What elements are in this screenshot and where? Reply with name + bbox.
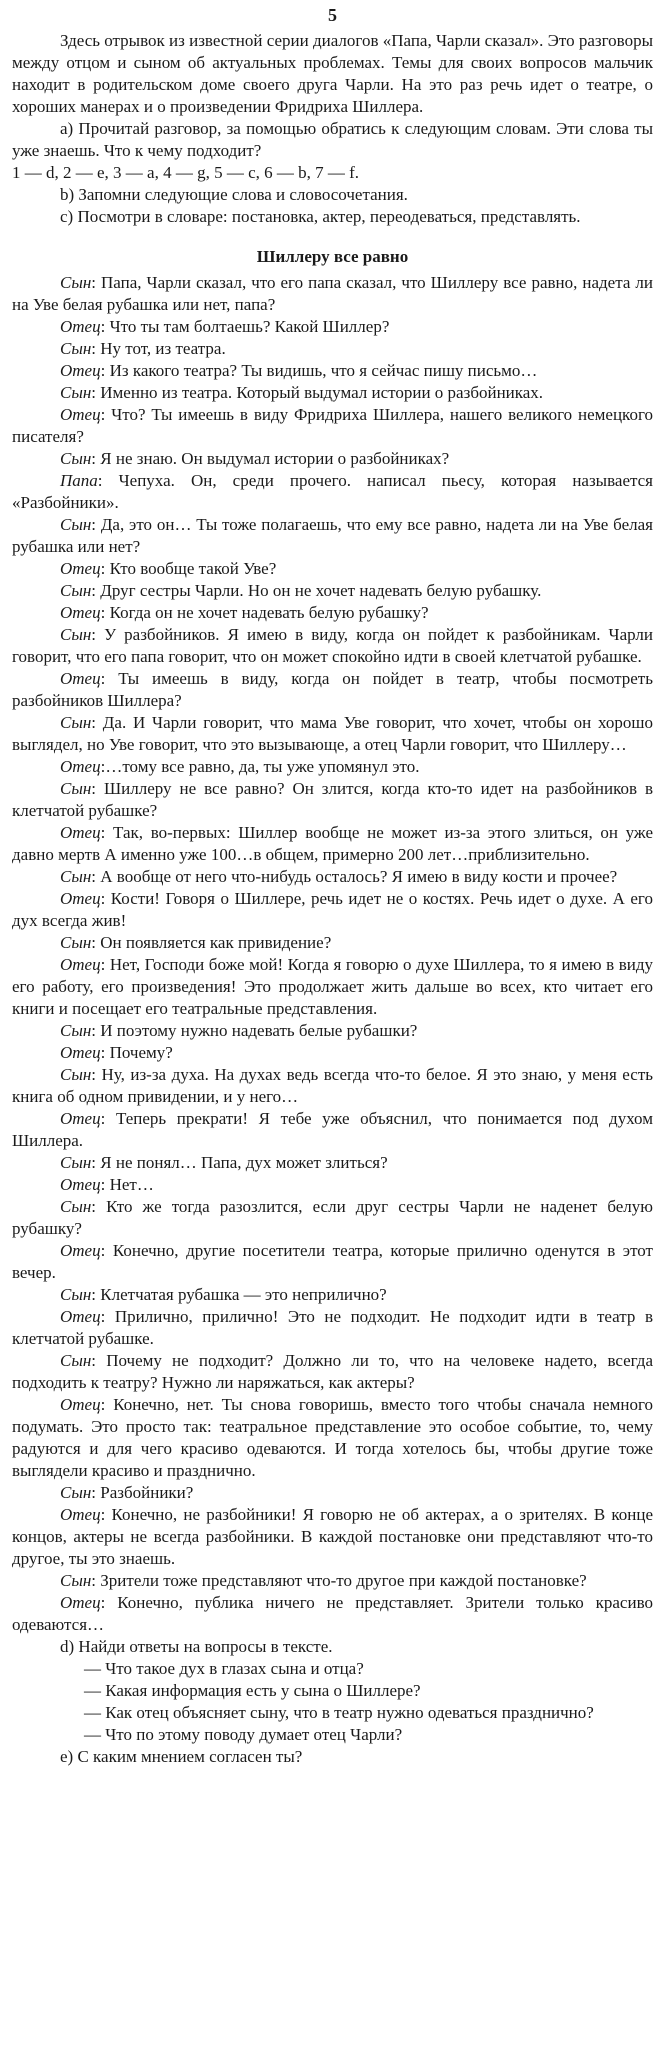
dialogue-line [12,866,653,888]
dialogue-line [12,404,653,448]
speaker-name: Отец [60,1505,101,1524]
speaker-name: Сын [60,1351,92,1370]
speaker-name: Отец [60,1241,101,1260]
speech-text: : Из какого театра? Ты видишь, что я сейчас пишу письмо… [100,361,538,380]
dialogue-line [12,1570,653,1592]
speech-text: : Кто же тогда разозлится, если друг сестры Чарли не наденет белую рубашку? [12,1197,653,1238]
speech-text: : Так, во-первых: Шиллер вообще не может из-за этого злиться, он уже давно мертв А именно уже 100…в общем, примерно 200 лет…приблизительно. [12,823,653,864]
task-a: а) Прочитай разговор, за помощью обратись к следующим словам. Эти слова ты уже знаешь. Что к чему подходит? [12,119,653,160]
dialogue-line [12,1240,653,1284]
speaker-name: Сын [60,273,92,292]
dialogue-line [12,1306,653,1350]
task-d: d) Найди ответы на вопросы в тексте. [60,1637,333,1656]
dialogue-line [12,1284,653,1306]
speaker-name: Отец [60,955,101,974]
speech-text: : Разбойники? [91,1483,194,1502]
speech-text: : Конечно, нет. Ты снова говоришь, вместо того чтобы сначала немного подумать. Это просто так: театральное представление это особое событие, то, чему радуются и для чего красиво одеваются. И тогда хотелось бы, чтобы другие тоже выглядели красиво и празднично. [12,1395,653,1480]
speech-text: : Да. И Чарли говорит, что мама Уве говорит, что хочет, чтобы он хорошо выглядел, но Уве говорит, что это вызывающе, а отец Чарли говорит, что Шиллеру… [12,713,653,754]
speaker-name: Отец [60,1109,101,1128]
dialogue-line [12,1108,653,1152]
speech-text: : Именно из театра. Который выдумал истории о разбойниках. [91,383,544,402]
speech-text: : Папа, Чарли сказал, что его папа сказал, что Шиллеру все равно, надета ли на Уве белая рубашка или нет, папа? [12,273,653,314]
dialogue-line [12,888,653,932]
speech-text: : Конечно, не разбойники! Я говорю не об актерах, а о зрителях. В конце концов, актеры не всегда разбойники. В каждой постановке они представляют что-то другое, ты это знаешь. [12,1505,653,1568]
dialogue-line [12,316,653,338]
speech-text: : Он появляется как привидение? [91,933,332,952]
dialogue-line [12,360,653,382]
task-b: b) Запомни следующие слова и словосочетания. [60,185,408,204]
speech-text: : Нет… [100,1175,154,1194]
speaker-name: Сын [60,1197,92,1216]
dialogue-line [12,1152,653,1174]
dialogue-line [12,1350,653,1394]
dialogue-line [12,822,653,866]
speaker-name: Отец [60,603,101,622]
task-c: с) Посмотри в словаре: постановка, актер, переодеваться, представлять. [60,207,581,226]
dialogue-title: Шиллеру все равно [256,247,409,266]
speaker-name: Отец [60,1175,101,1194]
question-item: — Что по этому поводу думает отец Чарли? [84,1725,403,1744]
speech-text: : И поэтому нужно надевать белые рубашки? [91,1021,418,1040]
speaker-name: Сын [60,867,92,886]
dialogue-line [12,756,653,778]
speech-text: : Конечно, публика ничего не представляет. Зрители только красиво одеваются… [12,1593,653,1634]
speaker-name: Сын [60,625,92,644]
speaker-name: Сын [60,933,92,952]
question-list [12,1658,653,1746]
dialogue-line [12,580,653,602]
speaker-name: Сын [60,1571,92,1590]
speaker-name: Сын [60,449,92,468]
speaker-name: Сын [60,1285,92,1304]
speech-text: : Что ты там болтаешь? Какой Шиллер? [100,317,390,336]
speaker-name: Сын [60,1021,92,1040]
speech-text: : Клетчатая рубашка — это неприлично? [91,1285,387,1304]
speech-text: : Я не знаю. Он выдумал истории о разбойниках? [91,449,450,468]
dialogue-line [12,1394,653,1482]
speaker-name: Отец [60,559,101,578]
speech-text: : Теперь прекрати! Я тебе уже объяснил, что понимается под духом Шиллера. [12,1109,653,1150]
dialogue [12,272,653,1636]
speech-text: : Нет, Господи боже мой! Когда я говорю о духе Шиллера, то я имею в виду его работу, его произведения! Это продолжает жить дальше во всех, кто читает его книги и посещает его театральные представления. [12,955,653,1018]
speech-text: : Когда он не хочет надевать белую рубашку? [100,603,429,622]
speaker-name: Отец [60,1395,101,1414]
speech-text: : Ты имеешь в виду, когда он пойдет в театр, чтобы посмотреть разбойников Шиллера? [12,669,653,710]
dialogue-line [12,1504,653,1570]
speaker-name: Отец [60,361,101,380]
dialogue-line [12,382,653,404]
dialogue-line [12,1174,653,1196]
speaker-name: Сын [60,339,92,358]
speaker-name: Отец [60,889,101,908]
speech-text: : Почему не подходит? Должно ли то, что на человеке надето, всегда подходить к театру? Нужно ли наряжаться, как актеры? [12,1351,653,1392]
speech-text: : Зрители тоже представляют что-то другое при каждой постановке? [91,1571,587,1590]
dialogue-line [12,602,653,624]
task-e: е) С каким мнением согласен ты? [60,1747,303,1766]
speech-text: : Прилично, прилично! Это не подходит. Не подходит идти в театр в клетчатой рубашке. [12,1307,653,1348]
question-item: — Как отец объясняет сыну, что в театр нужно одеваться празднично? [84,1703,594,1722]
speech-text: : Шиллеру не все равно? Он злится, когда кто-то идет на разбойников в клетчатой рубашке? [12,779,653,820]
speech-text: : Чепуха. Он, среди прочего. написал пьесу, которая называется «Разбойники». [12,471,653,512]
speaker-name: Сын [60,1065,92,1084]
speech-text: : Что? Ты имеешь в виду Фридриха Шиллера, нашего великого немецкого писателя? [12,405,653,446]
dialogue-line [12,712,653,756]
speaker-name: Сын [60,779,92,798]
speaker-name: Отец [60,1043,101,1062]
speech-text: : Ну, из-за духа. На духах ведь всегда что-то белое. Я это знаю, у меня есть книга об одном привидении, и у него… [12,1065,653,1106]
speech-text: : Кости! Говоря о Шиллере, речь идет не о костях. Речь идет о духе. А его дух всегда жив! [12,889,653,930]
dialogue-line [12,558,653,580]
dialogue-line [12,932,653,954]
dialogue-line [12,272,653,316]
dialogue-line [12,1196,653,1240]
intro-paragraph: Здесь отрывок из известной серии диалогов «Папа, Чарли сказал». Это разговоры между отцом и сыном об актуальных проблемах. Темы для своих вопросов мальчик находит в родительском доме своего друга Чарли. На это раз речь идет о театре, о хороших манерах и о произведении Фридриха Шиллера. [12,31,653,116]
dialogue-line [12,1064,653,1108]
dialogue-line [12,1482,653,1504]
speaker-name: Папа [60,471,98,490]
speech-text: : Да, это он… Ты тоже полагаешь, что ему все равно, надета ли на Уве белая рубашка или нет? [12,515,653,556]
dialogue-line [12,1020,653,1042]
dialogue-line [12,954,653,1020]
dialogue-line [12,338,653,360]
speech-text: : Кто вообще такой Уве? [100,559,277,578]
dialogue-line [12,470,653,514]
dialogue-line [12,448,653,470]
dialogue-line [12,514,653,558]
task-a-answers: 1 — d, 2 — е, 3 — а, 4 — g, 5 — с, 6 — b, 7 — f. [12,163,360,182]
speaker-name: Отец [60,1593,101,1612]
speaker-name: Сын [60,383,92,402]
dialogue-line [12,668,653,712]
speaker-name: Сын [60,1153,92,1172]
dialogue-line [12,1042,653,1064]
speaker-name: Сын [60,581,92,600]
speech-text: : Я не понял… Папа, дух может злиться? [91,1153,388,1172]
speaker-name: Отец [60,405,101,424]
speech-text: : Конечно, другие посетители театра, которые прилично оденутся в этот вечер. [12,1241,653,1282]
page-number: 5 [328,5,337,25]
speech-text: : Ну тот, из театра. [91,339,226,358]
speaker-name: Отец [60,823,101,842]
speech-text: : А вообще от него что-нибудь осталось? Я имею в виду кости и прочее? [91,867,618,886]
speech-text: : У разбойников. Я имею в виду, когда он пойдет к разбойникам. Чарли говорит, что его папа говорит, что он может спокойно идти в своей клетчатой рубашке. [12,625,653,666]
speaker-name: Отец [60,669,101,688]
speech-text: : Друг сестры Чарли. Но он не хочет надевать белую рубашку. [91,581,542,600]
question-item: — Что такое дух в глазах сына и отца? [84,1659,364,1678]
speaker-name: Отец [60,757,101,776]
speaker-name: Отец [60,317,101,336]
speaker-name: Сын [60,515,92,534]
speaker-name: Отец [60,1307,101,1326]
speaker-name: Сын [60,1483,92,1502]
dialogue-line [12,1592,653,1636]
speech-text: :…тому все равно, да, ты уже упомянул это. [100,757,420,776]
speaker-name: Сын [60,713,92,732]
dialogue-line [12,624,653,668]
question-item: — Какая информация есть у сына о Шиллере? [84,1681,421,1700]
dialogue-line [12,778,653,822]
speech-text: : Почему? [100,1043,173,1062]
